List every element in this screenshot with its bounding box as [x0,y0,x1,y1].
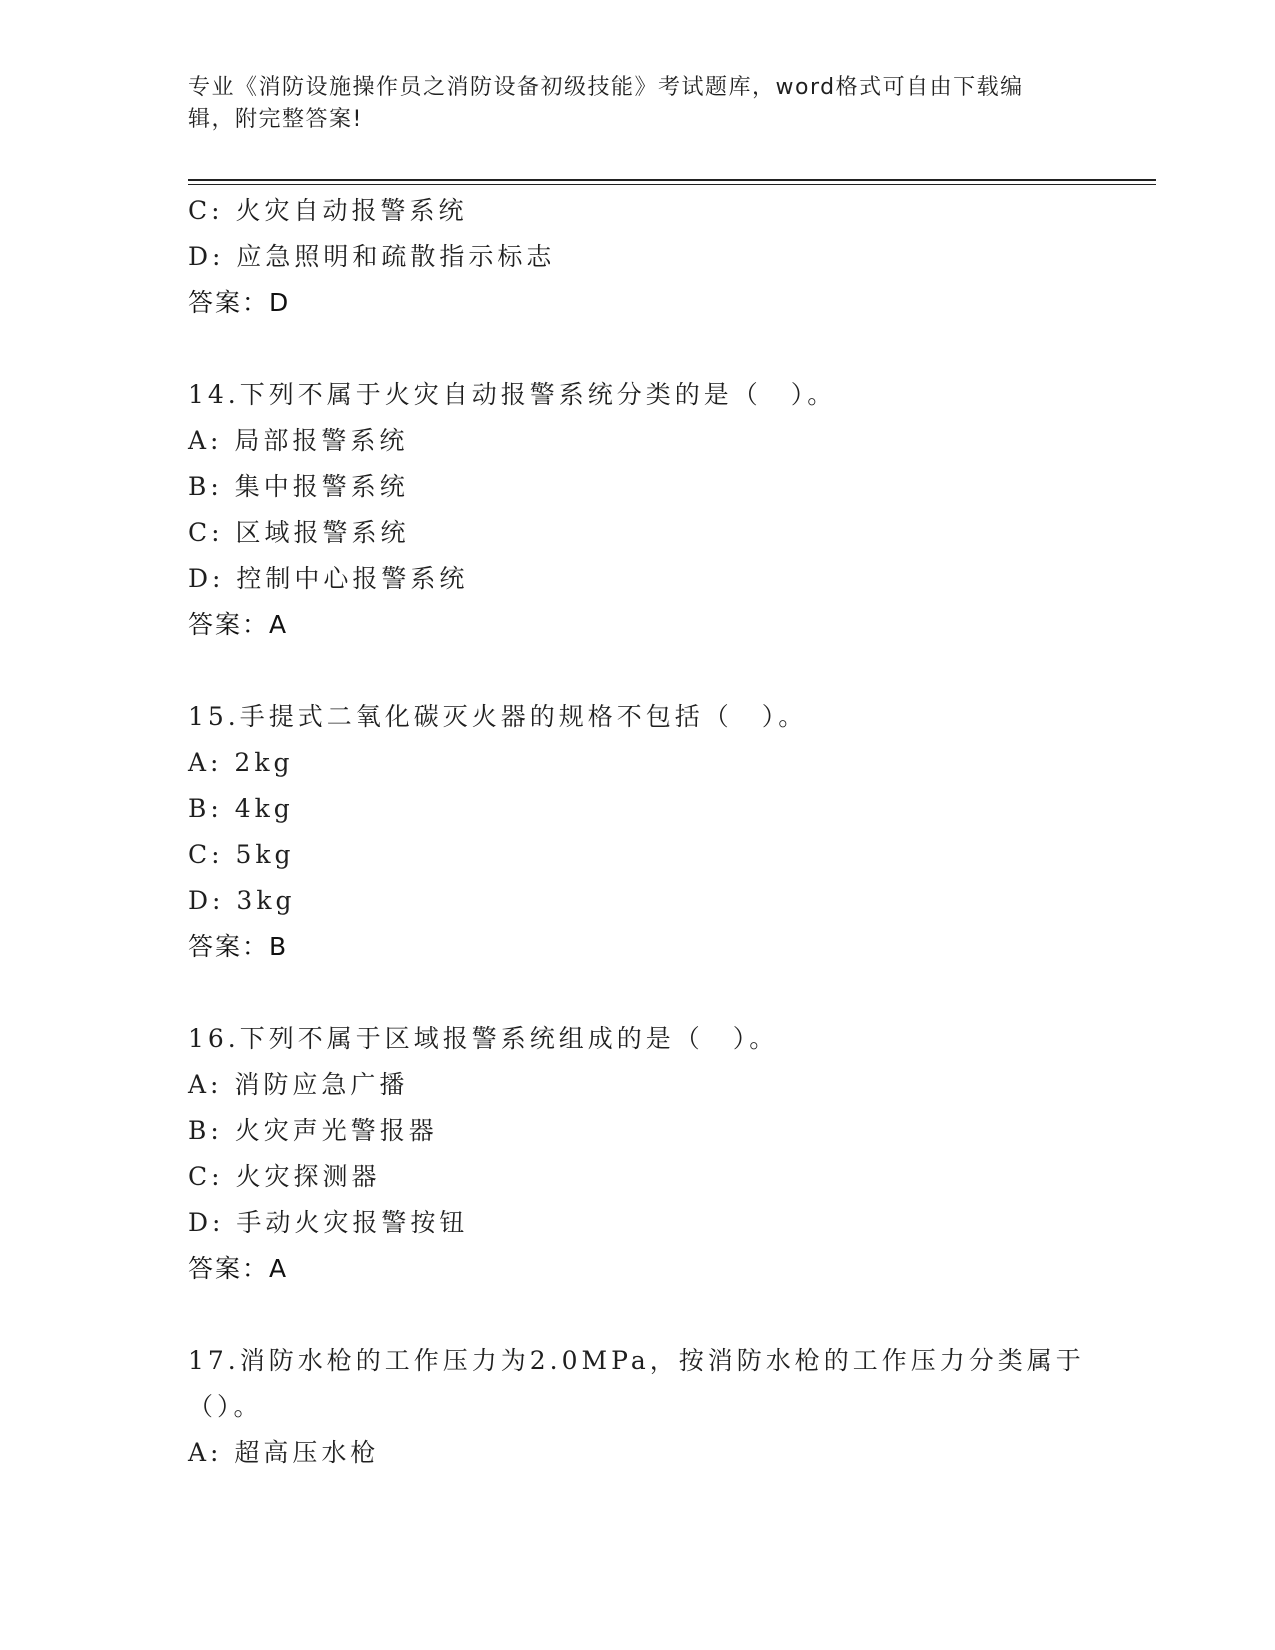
option-d: D: 手动火灾报警按钮 [188,1208,469,1237]
header-divider-thick [188,179,1156,181]
question-14 [188,372,1088,648]
header-divider-thin [188,184,1156,185]
question-body [188,188,1088,1476]
option-b: B: 集中报警系统 [188,472,409,501]
question-15 [188,694,1088,970]
spacer [188,970,1088,1016]
option-a: A: 局部报警系统 [188,426,409,455]
option-b: B: 火灾声光警报器 [188,1116,438,1145]
question-stem: 15.手提式二氧化碳灭火器的规格不包括（ ）。 [188,702,808,731]
spacer [188,1292,1088,1338]
question-stem: 17.消防水枪的工作压力为2.0MPa，按消防水枪的工作压力分类属于（）。 [188,1346,1085,1421]
option-c: C: 5kg [188,840,295,869]
option-a: A: 2kg [188,748,294,777]
answer-line: 答案：D [188,288,291,317]
question-stem: 16.下列不属于区域报警系统组成的是（ ）。 [188,1024,779,1053]
spacer [188,326,1088,372]
answer-line: 答案：B [188,932,289,961]
prev-question-block [188,188,1088,326]
question-16 [188,1016,1088,1292]
document-header: 专业《消防设施操作员之消防设备初级技能》考试题库，word格式可自由下载编辑，附完整答案! [188,75,1024,132]
answer-line: 答案：A [188,1254,289,1283]
answer-line: 答案：A [188,610,289,639]
option-d: D: 3kg [188,886,296,915]
question-17 [188,1338,1088,1476]
spacer [188,648,1088,694]
option-c: C: 火灾探测器 [188,1162,381,1191]
option-c: C: 区域报警系统 [188,518,410,547]
question-stem: 14.下列不属于火灾自动报警系统分类的是（ ）。 [188,380,837,409]
option-c: C: 火灾自动报警系统 [188,196,468,225]
option-d: D: 应急照明和疏散指示标志 [188,242,556,271]
option-a: A: 超高压水枪 [188,1438,380,1467]
option-a: A: 消防应急广播 [188,1070,409,1099]
option-d: D: 控制中心报警系统 [188,564,469,593]
option-b: B: 4kg [188,794,294,823]
